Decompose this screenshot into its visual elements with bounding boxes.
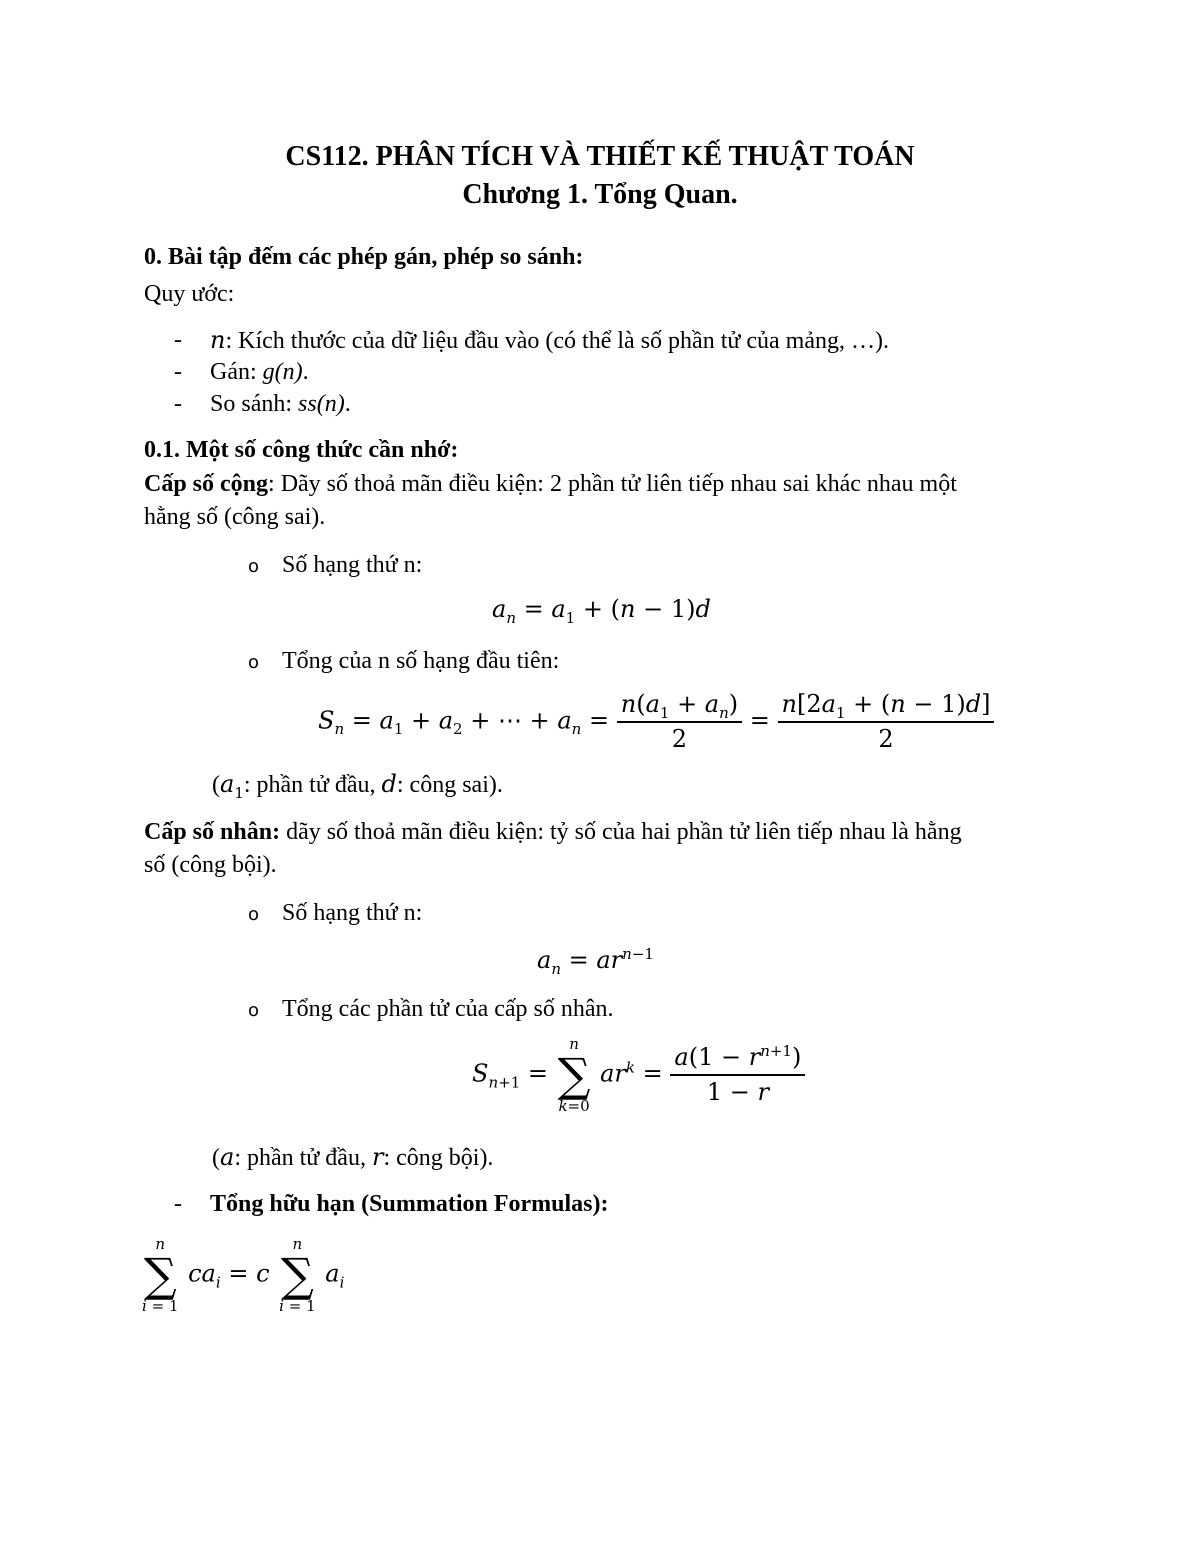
summation-heading: Tổng hữu hạn (Summation Formulas): — [210, 1191, 609, 1217]
sigma-icon: n ∑ i = 1 — [279, 1235, 316, 1315]
geo-nth-formula: $a_n = ar^{n-1}$ — [537, 945, 654, 978]
document-title: CS112. PHÂN TÍCH VÀ THIẾT KẾ THUẬT TOÁN — [285, 141, 915, 172]
list-item-n: n: Kích thước của dữ liệu đầu vào (có thể là số phần tử của mảng, …). — [210, 326, 889, 354]
list-item-assign: Gán: g(n). — [210, 359, 309, 385]
list-dash: - — [174, 1191, 182, 1217]
circle-bullet-icon: o — [248, 556, 260, 577]
circle-bullet-icon: o — [248, 652, 260, 673]
summation-formula: n ∑ i = 1 $ca_i = c$ n ∑ i = 1 $a_i$ — [142, 1235, 345, 1315]
geo-desc-line1: Cấp số nhân: dãy số thoả mãn điều kiện: tỷ số của hai phần tử liên tiếp nhau là hằng — [144, 819, 962, 845]
section-01-heading: 0.1. Một số công thức cần nhớ: — [144, 437, 459, 463]
geo-sum-label: Tổng các phần tử của cấp số nhân. — [282, 996, 614, 1022]
arith-desc-line1: Cấp số cộng: Dãy số thoả mãn điều kiện: 2 phần tử liên tiếp nhau sai khác nhau một — [144, 471, 957, 497]
chapter-title: Chương 1. Tổng Quan. — [462, 179, 738, 210]
arith-desc-line2: hằng số (công sai). — [144, 504, 326, 530]
geo-desc-line2: số (công bội). — [144, 852, 277, 878]
arith-nth-label: Số hạng thứ n: — [282, 552, 423, 578]
circle-bullet-icon: o — [248, 1000, 260, 1021]
section-0-heading: 0. Bài tập đếm các phép gán, phép so sánh: — [144, 244, 584, 270]
convention-label: Quy ước: — [144, 281, 235, 307]
arith-sum-formula: $S_n = a_1 + a_2$ + ⋯ + $a_n$ = $\frac{n(a_1 + a_n)}{2}$ = $\frac{n[2a_1 + (n - 1)d]}{2}$ — [318, 690, 994, 754]
sigma-icon: n ∑ k=0 — [557, 1035, 591, 1115]
geo-sum-formula: $S_{n+1}$ = n ∑ k=0 $ar^k$ = $\frac{a(1 - r^{n+1})}{1 - r}$ — [472, 1036, 805, 1114]
arith-sum-label: Tổng của n số hạng đầu tiên: — [282, 648, 560, 674]
arith-nth-formula: $a_n = a_1 + (n - 1)d$ — [492, 595, 711, 627]
circle-bullet-icon: o — [248, 904, 260, 925]
geo-nth-label: Số hạng thứ n: — [282, 900, 423, 926]
arith-note: ($a_1$: phần tử đầu, d: công sai). — [212, 770, 503, 802]
list-item-compare: So sánh: ss(n). — [210, 391, 351, 417]
list-dash: - — [174, 327, 182, 353]
list-dash: - — [174, 359, 182, 385]
sigma-icon: n ∑ i = 1 — [142, 1235, 179, 1315]
geo-note: (a: phần tử đầu, r: công bội). — [212, 1143, 494, 1171]
list-dash: - — [174, 391, 182, 417]
